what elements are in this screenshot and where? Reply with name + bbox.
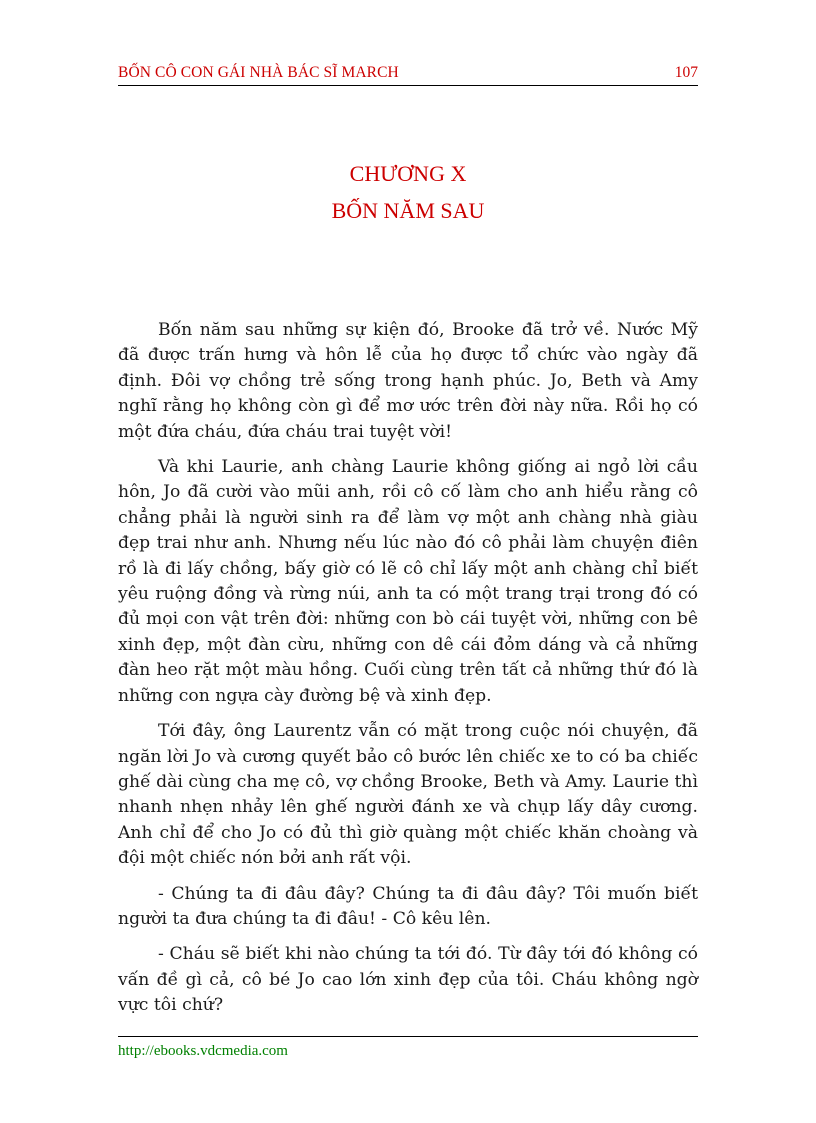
chapter-body [118, 318, 698, 1029]
chapter-title: BỐN NĂM SAU [331, 198, 485, 223]
footer-url-link[interactable]: http://ebooks.vdcmedia.com [118, 1043, 288, 1059]
paragraph: Bốn năm sau những sự kiện đó, Brooke đã trở về. Nước Mỹ đã được trấn hưng và hôn lễ của họ được tổ chức vào ngày đã định. Đôi vợ chồng trẻ sống trong hạnh phúc. Jo, Beth và Amy nghĩ rằng họ không còn gì để mơ ước trên đời này nữa. Rồi họ có một đứa cháu, đứa cháu trai tuyệt vời! [118, 320, 698, 442]
page-number: 107 [674, 64, 698, 81]
page-header [118, 63, 698, 86]
paragraph: Tới đây, ông Laurentz vẫn có mặt trong cuộc nói chuyện, đã ngăn lời Jo và cương quyết bảo cô bước lên chiếc xe to có ba chiếc ghế dài cùng cha mẹ cô, vợ chồng Brooke, Beth và Amy. Laurie thì nhanh nhẹn nhảy lên ghế người đánh xe và chụp lấy dây cương. Anh chỉ để cho Jo có đủ thì giờ quàng một chiếc khăn choàng và đội một chiếc nón bởi anh rất vội. [118, 721, 698, 869]
paragraph: - Chúng ta đi đâu đây? Chúng ta đi đâu đây? Tôi muốn biết người ta đưa chúng ta đi đâu! - Cô kêu lên. [118, 883, 698, 929]
paragraph: - Cháu sẽ biết khi nào chúng ta tới đó. Từ đây tới đó không có vấn đề gì cả, cô bé Jo cao lớn xinh đẹp của tôi. Cháu không ngờ vực tôi chứ? [118, 944, 698, 1016]
footer-divider [118, 1036, 698, 1037]
paragraph: Và khi Laurie, anh chàng Laurie không giống ai ngỏ lời cầu hôn, Jo đã cười vào mũi anh, rồi cô cố làm cho anh hiểu rằng cô chẳng phải là người sinh ra để làm vợ một anh chàng nhà giàu đẹp trai như anh. Nhưng nếu lúc nào đó cô phải làm chuyện điên rồ là đi lấy chồng, bấy giờ có lẽ cô chỉ lấy một anh chàng chỉ biết yêu ruộng đồng và rừng núi, anh ta có một trang trại trong đó có đủ mọi con vật trên đời: những con bò cái tuyệt vời, những con bê xinh đẹp, một đàn cừu, những con dê cái đỏm dáng và cả những đàn heo rặt một màu hồng. Cuối cùng trên tất cả những thứ đó là những con ngựa cày đường bệ và xinh đẹp. [118, 457, 698, 706]
chapter-number: CHƯƠNG X [349, 161, 467, 186]
book-title: BỐN CÔ CON GÁI NHÀ BÁC SĨ MARCH [118, 64, 399, 81]
